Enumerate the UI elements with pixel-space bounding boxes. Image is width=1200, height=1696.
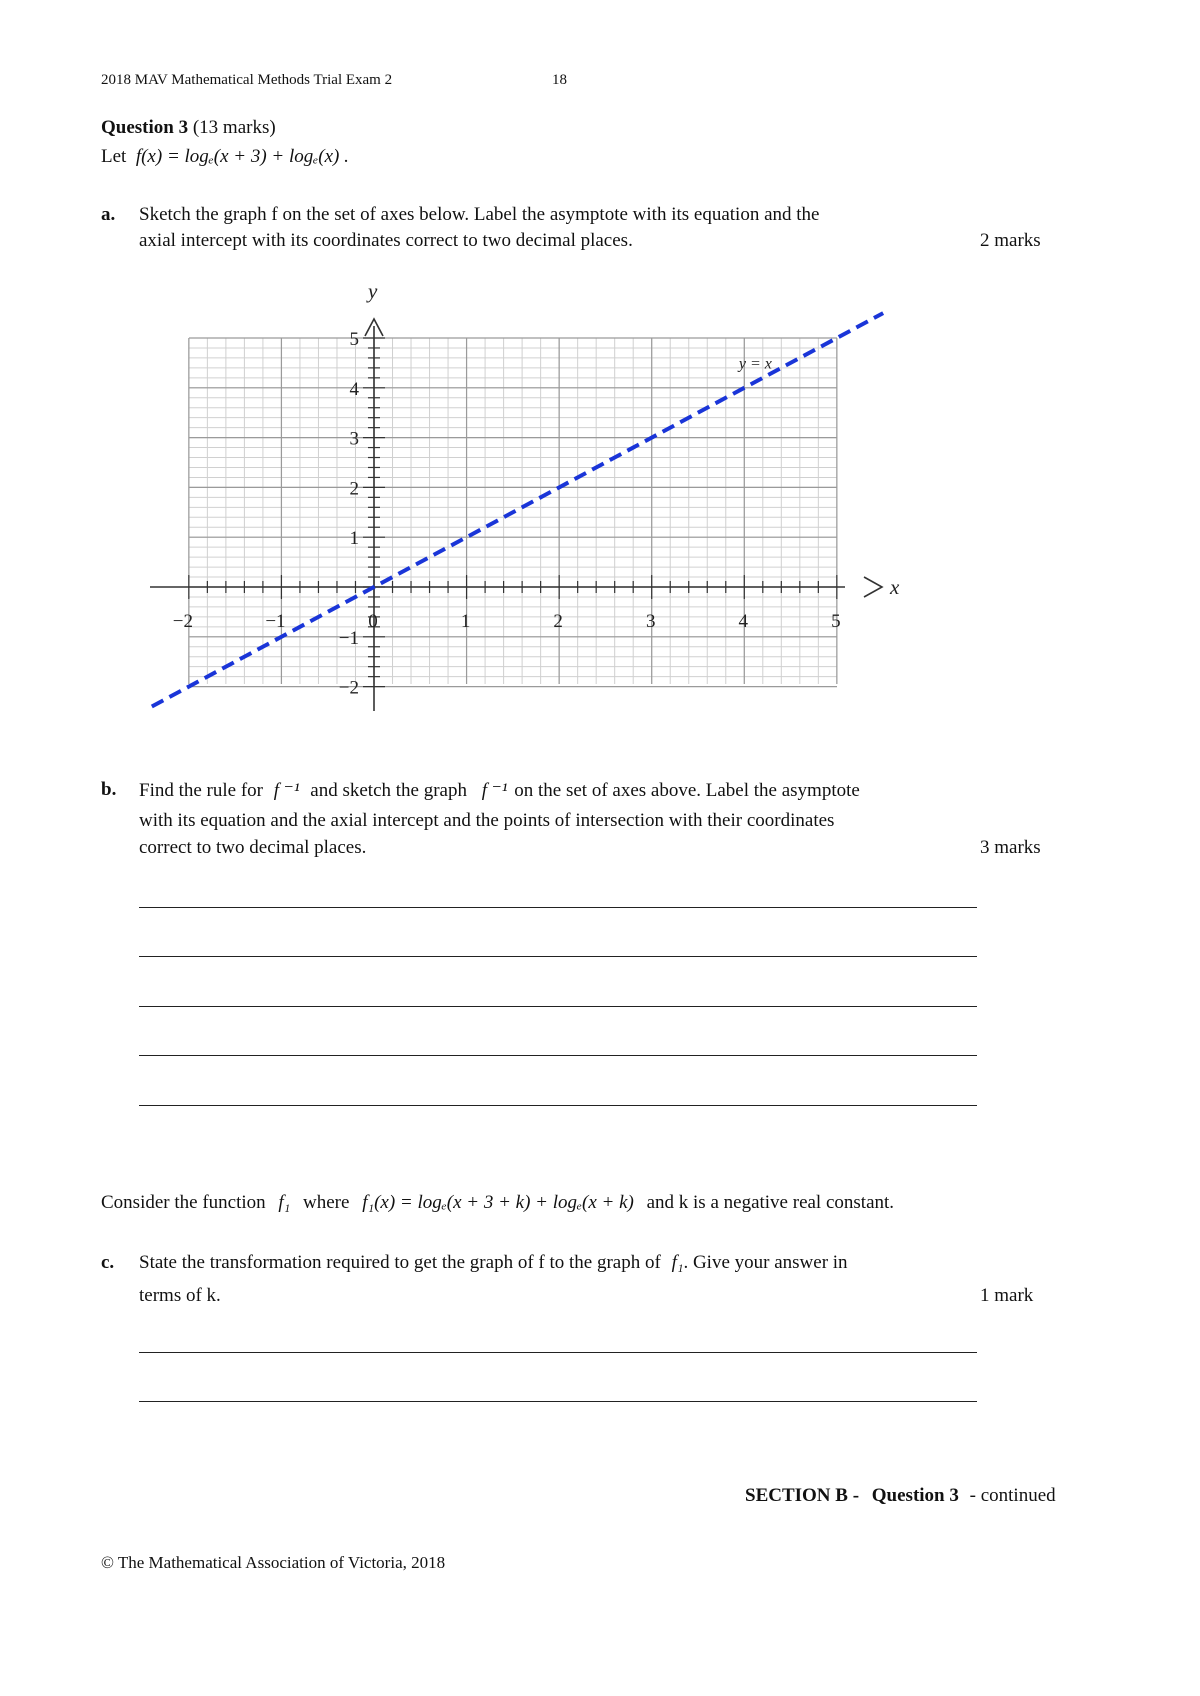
part-b-marks: 3 marks [980,837,1041,858]
f1-formula: f₁(x) = logₑ(x + 3 + k) + logₑ(x + k) [362,1192,634,1213]
question-label: Question 3 [101,117,189,138]
footer-question: Question 3 [871,1485,959,1506]
part-a-marks: 2 marks [980,230,1041,251]
page-number: 18 [552,72,567,88]
line-annotation: y = x [738,355,772,373]
x-tick-label: 3 [645,611,656,632]
series [152,313,883,706]
part-b-label: b. [101,779,117,800]
copyright: © The Mathematical Association of Victoria, 2018 [101,1553,446,1572]
inverse-symbol: f ⁻¹ [273,780,300,801]
part-b-text-2: and sketch the graph [310,780,467,801]
consider-text-1: Consider the function [101,1192,266,1213]
y-tick-label: 2 [349,478,359,500]
let-text: Let [101,146,127,167]
part-a-line2: axial intercept with its coordinates correct to two decimal places. [139,230,633,251]
function-formula: f(x) = logₑ(x + 3) + logₑ(x) . [135,146,349,167]
section-continued [745,1485,1056,1507]
part-c-text-1: State the transformation required to get the graph of f to the graph of [139,1252,661,1273]
part-a-label: a. [101,204,116,225]
part-c-line1 [139,1252,848,1274]
y-tick-label: 1 [349,528,359,550]
y-tick-label: −1 [338,627,359,649]
consider-statement [101,1192,894,1214]
consider-text-3: and k is a negative real constant. [646,1192,895,1213]
part-c-line2: terms of k. [139,1285,221,1306]
y-axis-label: y [368,279,378,303]
x-tick-label: 4 [738,611,749,632]
answer-line[interactable] [139,1105,977,1106]
y-tick-label: −2 [338,677,359,699]
part-a-line1: Sketch the graph f on the set of axes below. Label the asymptote with its equation and the [139,204,820,225]
x-axis-arrow [864,577,882,597]
answer-line[interactable] [139,1055,977,1056]
exam-header: 2018 MAV Mathematical Methods Trial Exam 2 [101,72,393,88]
answer-line[interactable] [139,1401,977,1402]
x-tick-label: 1 [460,611,471,632]
f1-symbol: f₁ [278,1192,291,1213]
part-b-text-1: Find the rule for [139,780,264,801]
x-axis-label: x [890,575,900,599]
continued-label: - continued [969,1485,1056,1506]
graph [0,0,1200,760]
answer-line[interactable] [139,956,977,957]
f1-symbol-c: f₁ [671,1252,684,1273]
x-tick-label: 2 [553,611,563,632]
question-marks: (13 marks) [192,117,276,138]
part-b-line1 [139,779,860,802]
section-label: SECTION B - [745,1485,860,1506]
part-b-line3: correct to two decimal places. [139,837,367,858]
part-b-text-3: on the set of axes above. Label the asymptote [514,780,860,801]
answer-line[interactable] [139,1006,977,1007]
x-tick-label: −1 [265,611,286,632]
x-tick-label: 0 [368,611,378,632]
inverse-symbol-2: f ⁻¹ [481,780,508,801]
series-line-y-equals-x [152,313,883,706]
answer-line[interactable] [139,1352,977,1353]
answer-line[interactable] [139,907,977,908]
part-c-text-2: . Give your answer in [683,1252,848,1273]
y-tick-label: 4 [349,378,359,400]
consider-text-2: where [303,1192,350,1213]
x-tick-label: 5 [831,611,841,632]
y-tick-label: 3 [349,428,359,450]
part-b-line2: with its equation and the axial intercept and the points of intersection with their coordinates [139,810,835,831]
part-c-label: c. [101,1252,115,1273]
y-tick-label: 5 [349,329,359,350]
part-c-marks: 1 mark [980,1285,1034,1306]
x-tick-label: −2 [172,611,193,632]
